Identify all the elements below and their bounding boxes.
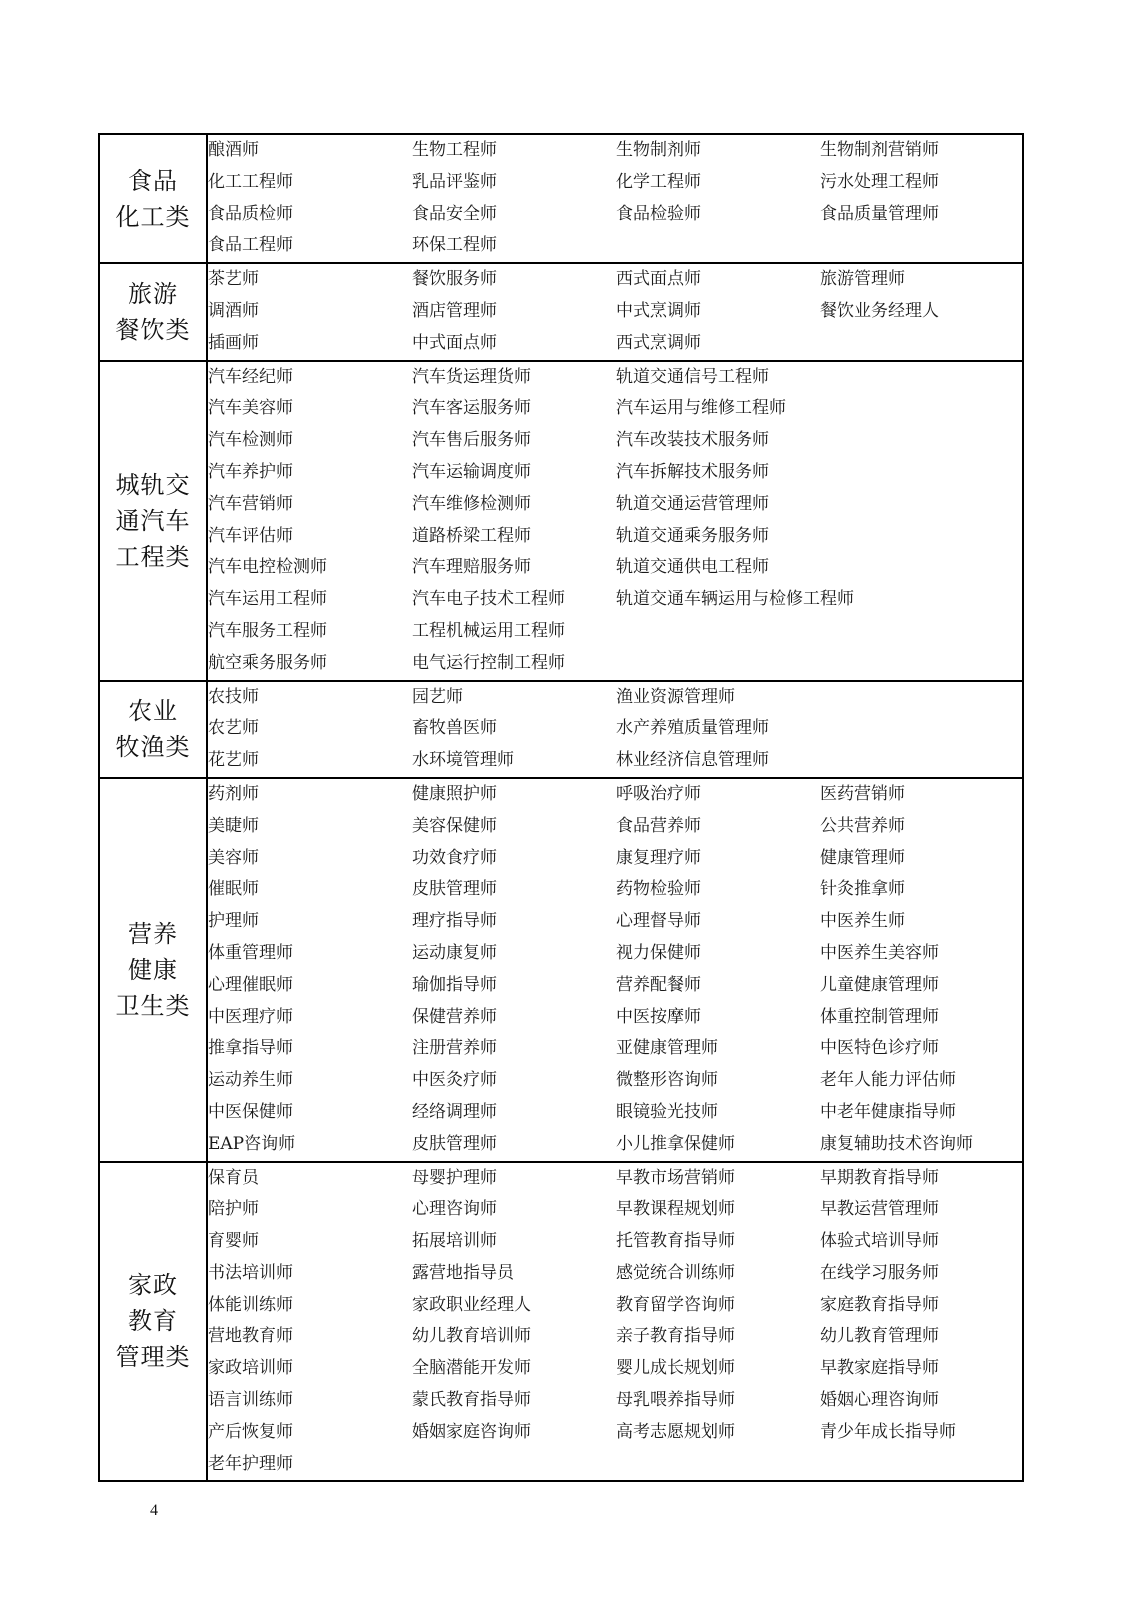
profession-item: 环保工程师 <box>412 235 497 256</box>
profession-item <box>820 682 1010 714</box>
profession-item: 轨道交通信号工程师 <box>616 366 769 387</box>
category-name-line: 卫生类 <box>115 991 191 1020</box>
profession-item: 亚健康管理师 <box>616 1038 718 1059</box>
category-name <box>99 134 207 263</box>
profession-item: 餐饮服务师 <box>412 269 497 290</box>
profession-item: 瑜伽指导师 <box>412 974 497 995</box>
profession-item: 汽车维修检测师 <box>412 493 531 514</box>
profession-item: 露营地指导员 <box>412 1262 514 1283</box>
category-items <box>207 778 1023 1162</box>
profession-item: 林业经济信息管理师 <box>616 750 769 771</box>
profession-item: 汽车评估师 <box>208 525 293 546</box>
profession-item: 心理催眠师 <box>208 974 293 995</box>
profession-item: 儿童健康管理师 <box>820 974 939 995</box>
items-grid <box>208 135 1022 262</box>
category-name-line: 餐饮类 <box>115 315 191 344</box>
category-name-line: 营养 <box>128 919 178 948</box>
profession-item: 母乳喂养指导师 <box>616 1390 735 1411</box>
profession-item: 农艺师 <box>208 718 259 739</box>
profession-item: 食品检验师 <box>616 203 701 224</box>
profession-item: 书法培训师 <box>208 1262 293 1283</box>
profession-item <box>820 616 1010 648</box>
category-name-line: 旅游 <box>128 279 178 308</box>
profession-item: 康复理疗师 <box>616 847 701 868</box>
profession-item: 早教市场营销师 <box>616 1167 735 1188</box>
profession-item: 功效食疗师 <box>412 847 497 868</box>
category-name-line: 教育 <box>128 1307 178 1336</box>
profession-item: 育婴师 <box>208 1231 259 1252</box>
profession-item: 早期教育指导师 <box>820 1167 939 1188</box>
profession-item: 轨道交通乘务服务师 <box>616 525 769 546</box>
category-row <box>99 134 1023 263</box>
profession-item: 汽车理赔服务师 <box>412 557 531 578</box>
profession-item: 体重管理师 <box>208 942 293 963</box>
profession-item: 乳品评鉴师 <box>412 171 497 192</box>
category-name-line: 农业 <box>128 697 178 726</box>
category-name-line: 食品 <box>128 166 178 195</box>
profession-item: 推拿指导师 <box>208 1038 293 1059</box>
profession-item: 营地教育师 <box>208 1326 293 1347</box>
profession-item: 汽车经纪师 <box>208 366 293 387</box>
category-name-line: 工程类 <box>115 542 191 571</box>
category-name-line: 城轨交 <box>115 470 191 499</box>
profession-item: 催眠师 <box>208 879 259 900</box>
profession-item: 汽车货运理货师 <box>412 366 531 387</box>
profession-item: 药剂师 <box>208 783 259 804</box>
category-row <box>99 1162 1023 1482</box>
category-name <box>99 681 207 778</box>
profession-item: 中医理疗师 <box>208 1006 293 1027</box>
profession-item: 老年护理师 <box>208 1453 293 1474</box>
profession-item: 污水处理工程师 <box>820 171 939 192</box>
page-number: 4 <box>150 1502 158 1519</box>
profession-item: 中医养生师 <box>820 911 905 932</box>
profession-item: 皮肤管理师 <box>412 1133 497 1154</box>
items-grid <box>208 362 1022 680</box>
profession-item: 化学工程师 <box>616 171 701 192</box>
profession-item: 拓展培训师 <box>412 1231 497 1252</box>
profession-item: 汽车运用工程师 <box>208 589 327 610</box>
profession-item: 茶艺师 <box>208 269 259 290</box>
category-row <box>99 361 1023 681</box>
profession-item: 西式烹调师 <box>616 332 701 353</box>
profession-item: 保育员 <box>208 1167 259 1188</box>
profession-item: 陪护师 <box>208 1199 259 1220</box>
profession-item <box>616 1449 820 1481</box>
profession-item: 中医保健师 <box>208 1101 293 1122</box>
profession-item: 视力保健师 <box>616 942 701 963</box>
profession-item: 中式面点师 <box>412 332 497 353</box>
profession-item: 轨道交通运营管理师 <box>616 493 769 514</box>
profession-item: 青少年成长指导师 <box>820 1421 956 1442</box>
profession-item: 微整形咨询师 <box>616 1070 718 1091</box>
profession-item: 心理咨询师 <box>412 1199 497 1220</box>
profession-item: 亲子教育指导师 <box>616 1326 735 1347</box>
profession-item <box>820 552 1010 584</box>
profession-item <box>820 745 1010 777</box>
profession-table <box>98 133 1024 1482</box>
profession-item: 化工工程师 <box>208 171 293 192</box>
profession-item: 幼儿教育培训师 <box>412 1326 531 1347</box>
category-name-line: 化工类 <box>115 202 191 231</box>
profession-item: 汽车美容师 <box>208 398 293 419</box>
category-row <box>99 263 1023 360</box>
profession-item: 高考志愿规划师 <box>616 1421 735 1442</box>
profession-item: 早教家庭指导师 <box>820 1358 939 1379</box>
profession-item: 中医灸疗师 <box>412 1070 497 1091</box>
profession-item: 中医按摩师 <box>616 1006 701 1027</box>
profession-item: 食品质检师 <box>208 203 293 224</box>
profession-item: 产后恢复师 <box>208 1421 293 1442</box>
profession-item: 调酒师 <box>208 300 259 321</box>
profession-item: 旅游管理师 <box>820 269 905 290</box>
category-name <box>99 263 207 360</box>
profession-item: 美容师 <box>208 847 259 868</box>
profession-item: 园艺师 <box>412 686 463 707</box>
profession-item: 语言训练师 <box>208 1390 293 1411</box>
profession-item: 体验式培训导师 <box>820 1231 939 1252</box>
profession-item: 汽车检测师 <box>208 430 293 451</box>
profession-item: 全脑潜能开发师 <box>412 1358 531 1379</box>
profession-item <box>820 713 1010 745</box>
profession-item: 婚姻家庭咨询师 <box>412 1421 531 1442</box>
profession-item: 水产养殖质量管理师 <box>616 718 769 739</box>
profession-item: 体能训练师 <box>208 1294 293 1315</box>
profession-item <box>820 1449 1010 1481</box>
profession-item: 运动康复师 <box>412 942 497 963</box>
profession-item: 中老年健康指导师 <box>820 1101 956 1122</box>
items-grid <box>208 264 1022 359</box>
profession-item: 健康照护师 <box>412 783 497 804</box>
profession-item: 道路桥梁工程师 <box>412 525 531 546</box>
profession-item: 托管教育指导师 <box>616 1231 735 1252</box>
profession-item: 渔业资源管理师 <box>616 686 735 707</box>
profession-item: 酒店管理师 <box>412 300 497 321</box>
profession-item: 教育留学咨询师 <box>616 1294 735 1315</box>
profession-item: 农技师 <box>208 686 259 707</box>
profession-item: 汽车售后服务师 <box>412 430 531 451</box>
profession-item: 生物制剂师 <box>616 140 701 160</box>
profession-item <box>616 648 820 680</box>
profession-item <box>820 489 1010 521</box>
profession-item: 中式烹调师 <box>616 300 701 321</box>
profession-item: 汽车运用与维修工程师 <box>616 398 786 419</box>
category-name-line: 牧渔类 <box>115 733 191 762</box>
profession-item <box>616 616 820 648</box>
profession-item: 美睫师 <box>208 815 259 836</box>
profession-item <box>820 521 1010 553</box>
profession-item: 药物检验师 <box>616 879 701 900</box>
category-name-line: 管理类 <box>115 1343 191 1372</box>
profession-item <box>820 362 1010 394</box>
profession-item <box>820 230 1010 262</box>
profession-item: 小儿推拿保健师 <box>616 1133 735 1154</box>
profession-item: 康复辅助技术咨询师 <box>820 1133 973 1154</box>
category-name-line: 健康 <box>128 955 178 984</box>
profession-item: 食品工程师 <box>208 235 293 256</box>
profession-item: 酿酒师 <box>208 140 259 160</box>
category-row <box>99 778 1023 1162</box>
profession-item: 早教运营管理师 <box>820 1199 939 1220</box>
profession-item: 生物制剂营销师 <box>820 140 939 160</box>
profession-item: 注册营养师 <box>412 1038 497 1059</box>
profession-item: 眼镜验光技师 <box>616 1101 718 1122</box>
profession-item <box>820 425 1010 457</box>
profession-item: 蒙氏教育指导师 <box>412 1390 531 1411</box>
category-name-line: 家政 <box>128 1271 178 1300</box>
profession-item <box>616 230 820 262</box>
profession-item: 汽车拆解技术服务师 <box>616 461 769 482</box>
profession-item: 餐饮业务经理人 <box>820 300 939 321</box>
profession-item: 理疗指导师 <box>412 911 497 932</box>
profession-item: 生物工程师 <box>412 140 497 160</box>
profession-item <box>820 648 1010 680</box>
profession-item: 运动养生师 <box>208 1070 293 1091</box>
profession-item: 畜牧兽医师 <box>412 718 497 739</box>
category-items <box>207 134 1023 263</box>
profession-item: 水环境管理师 <box>412 750 514 771</box>
category-name <box>99 778 207 1162</box>
profession-item: 公共营养师 <box>820 815 905 836</box>
profession-item: 食品营养师 <box>616 815 701 836</box>
profession-item: 汽车电控检测师 <box>208 557 327 578</box>
profession-item: 医药营销师 <box>820 783 905 804</box>
profession-item: 婴儿成长规划师 <box>616 1358 735 1379</box>
profession-item <box>820 328 1010 360</box>
profession-item: 航空乘务服务师 <box>208 652 327 673</box>
profession-item: 体重控制管理师 <box>820 1006 939 1027</box>
profession-item: 健康管理师 <box>820 847 905 868</box>
profession-item: 中医特色诊疗师 <box>820 1038 939 1059</box>
profession-item: 西式面点师 <box>616 269 701 290</box>
profession-item: 汽车运输调度师 <box>412 461 531 482</box>
category-items <box>207 361 1023 681</box>
items-grid <box>208 1163 1022 1481</box>
profession-item: 电气运行控制工程师 <box>412 652 565 673</box>
category-name <box>99 361 207 681</box>
profession-item: 针灸推拿师 <box>820 879 905 900</box>
profession-item <box>820 393 1010 425</box>
profession-item: 美容保健师 <box>412 815 497 836</box>
profession-item: 插画师 <box>208 332 259 353</box>
profession-item: 工程机械运用工程师 <box>412 620 565 641</box>
category-row <box>99 681 1023 778</box>
profession-item: 营养配餐师 <box>616 974 701 995</box>
table-body <box>99 134 1023 1481</box>
profession-item: 花艺师 <box>208 750 259 771</box>
profession-item <box>820 584 1010 616</box>
profession-item <box>820 457 1010 489</box>
items-grid <box>208 779 1022 1161</box>
category-items <box>207 263 1023 360</box>
profession-item: 保健营养师 <box>412 1006 497 1027</box>
profession-item: 汽车客运服务师 <box>412 398 531 419</box>
profession-item: 汽车电子技术工程师 <box>412 589 565 610</box>
profession-item: 心理督导师 <box>616 911 701 932</box>
profession-item: 汽车养护师 <box>208 461 293 482</box>
profession-item: 呼吸治疗师 <box>616 783 701 804</box>
category-items <box>207 681 1023 778</box>
profession-item: 汽车营销师 <box>208 493 293 514</box>
items-grid <box>208 682 1022 777</box>
profession-item: 家政培训师 <box>208 1358 293 1379</box>
profession-item: 家庭教育指导师 <box>820 1294 939 1315</box>
category-name-line: 通汽车 <box>115 506 191 535</box>
profession-item: 幼儿教育管理师 <box>820 1326 939 1347</box>
profession-item: 婚姻心理咨询师 <box>820 1390 939 1411</box>
profession-item: 轨道交通供电工程师 <box>616 557 769 578</box>
profession-item: 早教课程规划师 <box>616 1199 735 1220</box>
profession-item: 汽车服务工程师 <box>208 620 327 641</box>
profession-item: 皮肤管理师 <box>412 879 497 900</box>
profession-item: 食品质量管理师 <box>820 203 939 224</box>
profession-item <box>412 1449 616 1481</box>
profession-item: 护理师 <box>208 911 259 932</box>
category-items <box>207 1162 1023 1482</box>
profession-item: 在线学习服务师 <box>820 1262 939 1283</box>
profession-item: 老年人能力评估师 <box>820 1070 956 1091</box>
profession-item: 汽车改装技术服务师 <box>616 430 769 451</box>
profession-item: 感觉统合训练师 <box>616 1262 735 1283</box>
profession-item: 轨道交通车辆运用与检修工程师 <box>616 589 854 610</box>
profession-item: 家政职业经理人 <box>412 1294 531 1315</box>
profession-item: 母婴护理师 <box>412 1167 497 1188</box>
profession-item: 经络调理师 <box>412 1101 497 1122</box>
category-name <box>99 1162 207 1482</box>
profession-item: EAP咨询师 <box>208 1133 296 1154</box>
profession-item: 食品安全师 <box>412 203 497 224</box>
profession-item: 中医养生美容师 <box>820 942 939 963</box>
